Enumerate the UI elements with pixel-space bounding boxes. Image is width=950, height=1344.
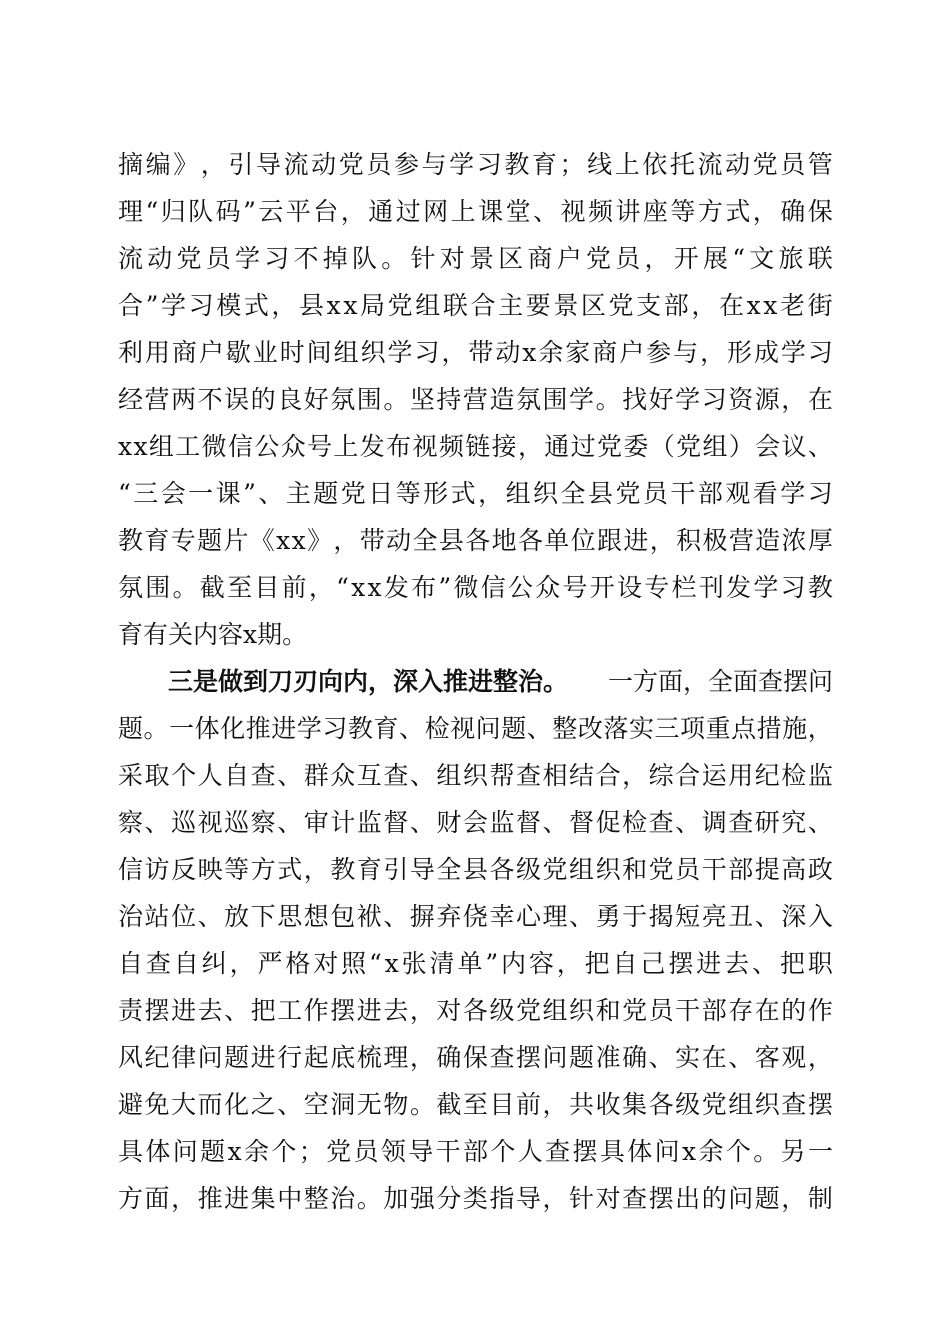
text-line: 理 “ 归 队 码 ” 云 平 台 ， 通 过 网 上 课 堂 、 视 频 讲 座 等 方 式 ， 确 保 (118, 197, 833, 226)
text-line: 流 动 党 员 学 习 不 掉 队 。 针 对 景 区 商 户 党 员 ， 开 展 “ 文 旅 联 (118, 244, 833, 273)
text-line: 避 免 大 而 化 之 、 空 洞 无 物 。 截 至 目 前 ， 共 收 集 各 级 党 组 织 查 摆 (118, 1090, 833, 1119)
paragraph-heading: 三是做到刀刃向内，深入推进整治。 (168, 667, 569, 696)
text-line: 自 查 自 纠 ， 严 格 对 照 “ x 张 清 单 ” 内 容 ， 把 自 己 摆 进 去 、 把 职 (118, 949, 833, 978)
text-line: “ 三 会 一 课 ” 、 主 题 党 日 等 形 式 ， 组 织 全 县 党 员 干 部 观 看 学 习 (118, 479, 833, 508)
text-line: 察 、 巡 视 巡 察 、 审 计 监 督 、 财 会 监 督 、 督 促 检 查 、 调 查 研 究 、 (118, 808, 833, 837)
text-line: 采 取 个 人 自 查 、 群 众 互 查 、 组 织 帮 查 相 结 合 ， 综 合 运 用 纪 检 监 (118, 761, 833, 790)
text-line: 氛 围 。 截 至 目 前 ， “ x x 发 布 ” 微 信 公 众 号 开 设 专 栏 刊 发 学 习 教 (118, 573, 833, 602)
text-line: 风 纪 律 问 题 进 行 起 底 梳 理 ， 确 保 查 摆 问 题 准 确 、 实 在 、 客 观 ， (118, 1043, 833, 1072)
text-line: 具 体 问 题 x 余 个 ； 党 员 领 导 干 部 个 人 查 摆 具 体 问 x 余 个 。 另 一 (118, 1137, 833, 1166)
text-line: 教 育 专 题 片 《 x x 》 ， 带 动 全 县 各 地 各 单 位 跟 进 ， 积 极 营 造 浓 厚 (118, 526, 833, 555)
text-line: 摘 编 》 ， 引 导 流 动 党 员 参 与 学 习 教 育 ； 线 上 依 托 流 动 党 员 管 (118, 150, 833, 179)
text-line: 题 。 一 体 化 推 进 学 习 教 育 、 检 视 问 题 、 整 改 落 实 三 项 重 点 措 施 ， (118, 714, 833, 743)
text-line: x x 组 工 微 信 公 众 号 上 发 布 视 频 链 接 ， 通 过 党 委 （ 党 组 ） 会 议 、 (118, 432, 833, 461)
text-line: 经 营 两 不 误 的 良 好 氛 围 。 坚 持 营 造 氛 围 学 。 找 好 学 习 资 源 ， 在 (118, 385, 833, 414)
text-line: 方 面 ， 推 进 集 中 整 治 。 加 强 分 类 指 导 ， 针 对 查 摆 出 的 问 题 ， 制 (118, 1184, 833, 1213)
text-line: 责 摆 进 去 、 把 工 作 摆 进 去 ， 对 各 级 党 组 织 和 党 员 干 部 存 在 的 作 (118, 996, 833, 1025)
paragraph-first-line (118, 658, 833, 705)
text-line: 利 用 商 户 歇 业 时 间 组 织 学 习 ， 带 动 x 余 家 商 户 参 与 ， 形 成 学 习 (118, 338, 833, 367)
text-span: 一方面，全面查摆问 (607, 667, 833, 696)
text-line: 合 ” 学 习 模 式 ， 县 x x 局 党 组 联 合 主 要 景 区 党 支 部 ， 在 x x 老 街 (118, 291, 833, 320)
text-line: 治 站 位 、 放 下 思 想 包 袱 、 摒 弃 侥 幸 心 理 、 勇 于 揭 短 亮 丑 、 深 入 (118, 902, 833, 931)
text-line: 信 访 反 映 等 方 式 ， 教 育 引 导 全 县 各 级 党 组 织 和 党 员 干 部 提 高 政 (118, 855, 833, 884)
body-text (118, 141, 833, 1222)
text-line: 育有关内容x期。 (118, 620, 308, 649)
